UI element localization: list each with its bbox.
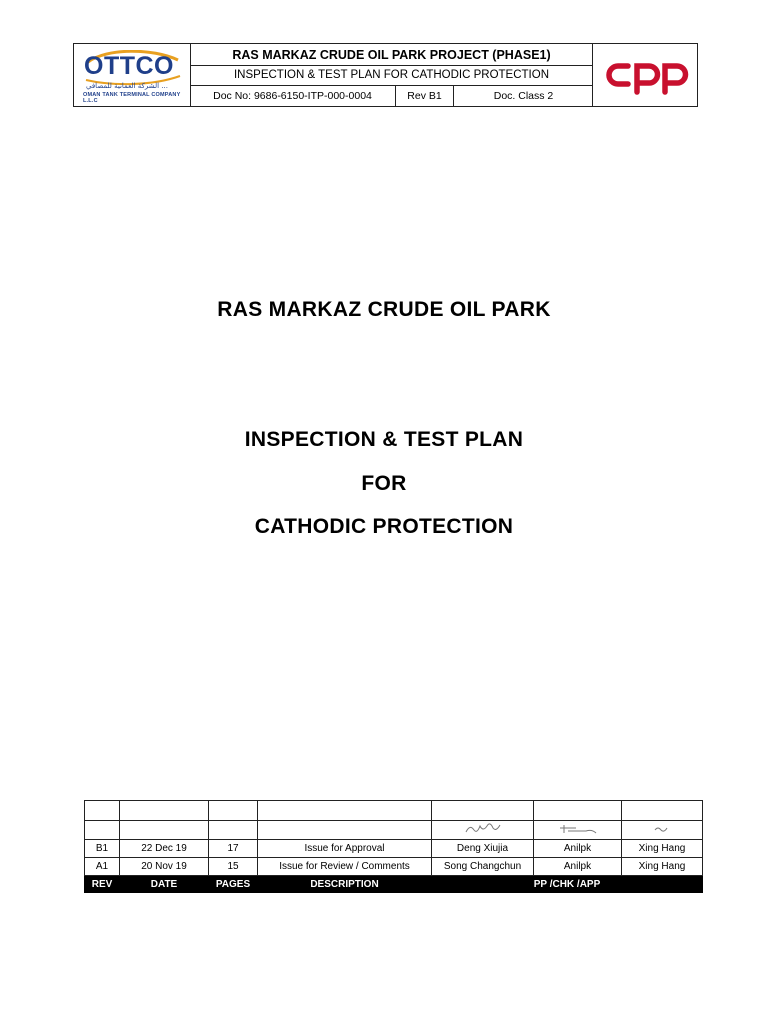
- document-header: [73, 43, 698, 107]
- ottco-company-name: OMAN TANK TERMINAL COMPANY L.L.C: [83, 92, 181, 104]
- cpp-logo-icon: [593, 44, 697, 106]
- table-row-signatures: [85, 821, 703, 840]
- col-description: DESCRIPTION: [258, 876, 432, 893]
- ottco-logo: [82, 50, 182, 104]
- table-row: [85, 840, 703, 858]
- project-title: RAS MARKAZ CRUDE OIL PARK PROJECT (PHASE1): [190, 44, 593, 66]
- cell-pp: Song Changchun: [432, 858, 534, 876]
- cell-pages: 15: [209, 858, 258, 876]
- cell-chk: Anilpk: [534, 840, 622, 858]
- table-row: [85, 858, 703, 876]
- subject-title: CATHODIC PROTECTION: [254, 515, 514, 538]
- cell-description: Issue for Review / Comments: [258, 858, 432, 876]
- doc-number: Doc No: 9686-6150-ITP-000-0004: [190, 85, 396, 106]
- cell-date: 22 Dec 19: [120, 840, 209, 858]
- signature-chk-icon: [556, 822, 600, 836]
- document-class: Doc. Class 2: [493, 89, 554, 102]
- cpp-logo-cell: [592, 44, 697, 106]
- table-header-footer: [85, 876, 703, 893]
- col-pages: PAGES: [209, 876, 258, 893]
- ottco-logo-text: OTTCO: [84, 52, 174, 80]
- table-row-empty: [85, 801, 703, 821]
- signature-app-icon: [652, 824, 672, 834]
- cell-app: Xing Hang: [622, 840, 703, 858]
- cell-pages: 17: [209, 840, 258, 858]
- cell-rev: A1: [85, 858, 120, 876]
- cell-chk: Anilpk: [534, 858, 622, 876]
- for-title: FOR: [361, 472, 407, 495]
- revision-table: [84, 800, 703, 893]
- cell-pp: Deng Xiujia: [432, 840, 534, 858]
- signature-pp-icon: [463, 822, 503, 836]
- document-meta-row: [190, 85, 593, 106]
- document-title: INSPECTION & TEST PLAN FOR CATHODIC PROTECTION: [190, 65, 593, 86]
- header-title-block: [190, 44, 593, 106]
- plan-title: INSPECTION & TEST PLAN: [244, 428, 524, 451]
- col-signoff: PP /CHK /APP: [432, 876, 703, 893]
- col-rev: REV: [85, 876, 120, 893]
- col-date: DATE: [120, 876, 209, 893]
- cell-rev: B1: [85, 840, 120, 858]
- ottco-logo-cell: [74, 44, 191, 106]
- cell-app: Xing Hang: [622, 858, 703, 876]
- cell-date: 20 Nov 19: [120, 858, 209, 876]
- ottco-arabic-text: الشركة العمانية للمصافي ...: [86, 82, 168, 90]
- revision-number: Rev B1: [396, 85, 454, 106]
- project-name-title: RAS MARKAZ CRUDE OIL PARK: [217, 298, 551, 321]
- cell-description: Issue for Approval: [258, 840, 432, 858]
